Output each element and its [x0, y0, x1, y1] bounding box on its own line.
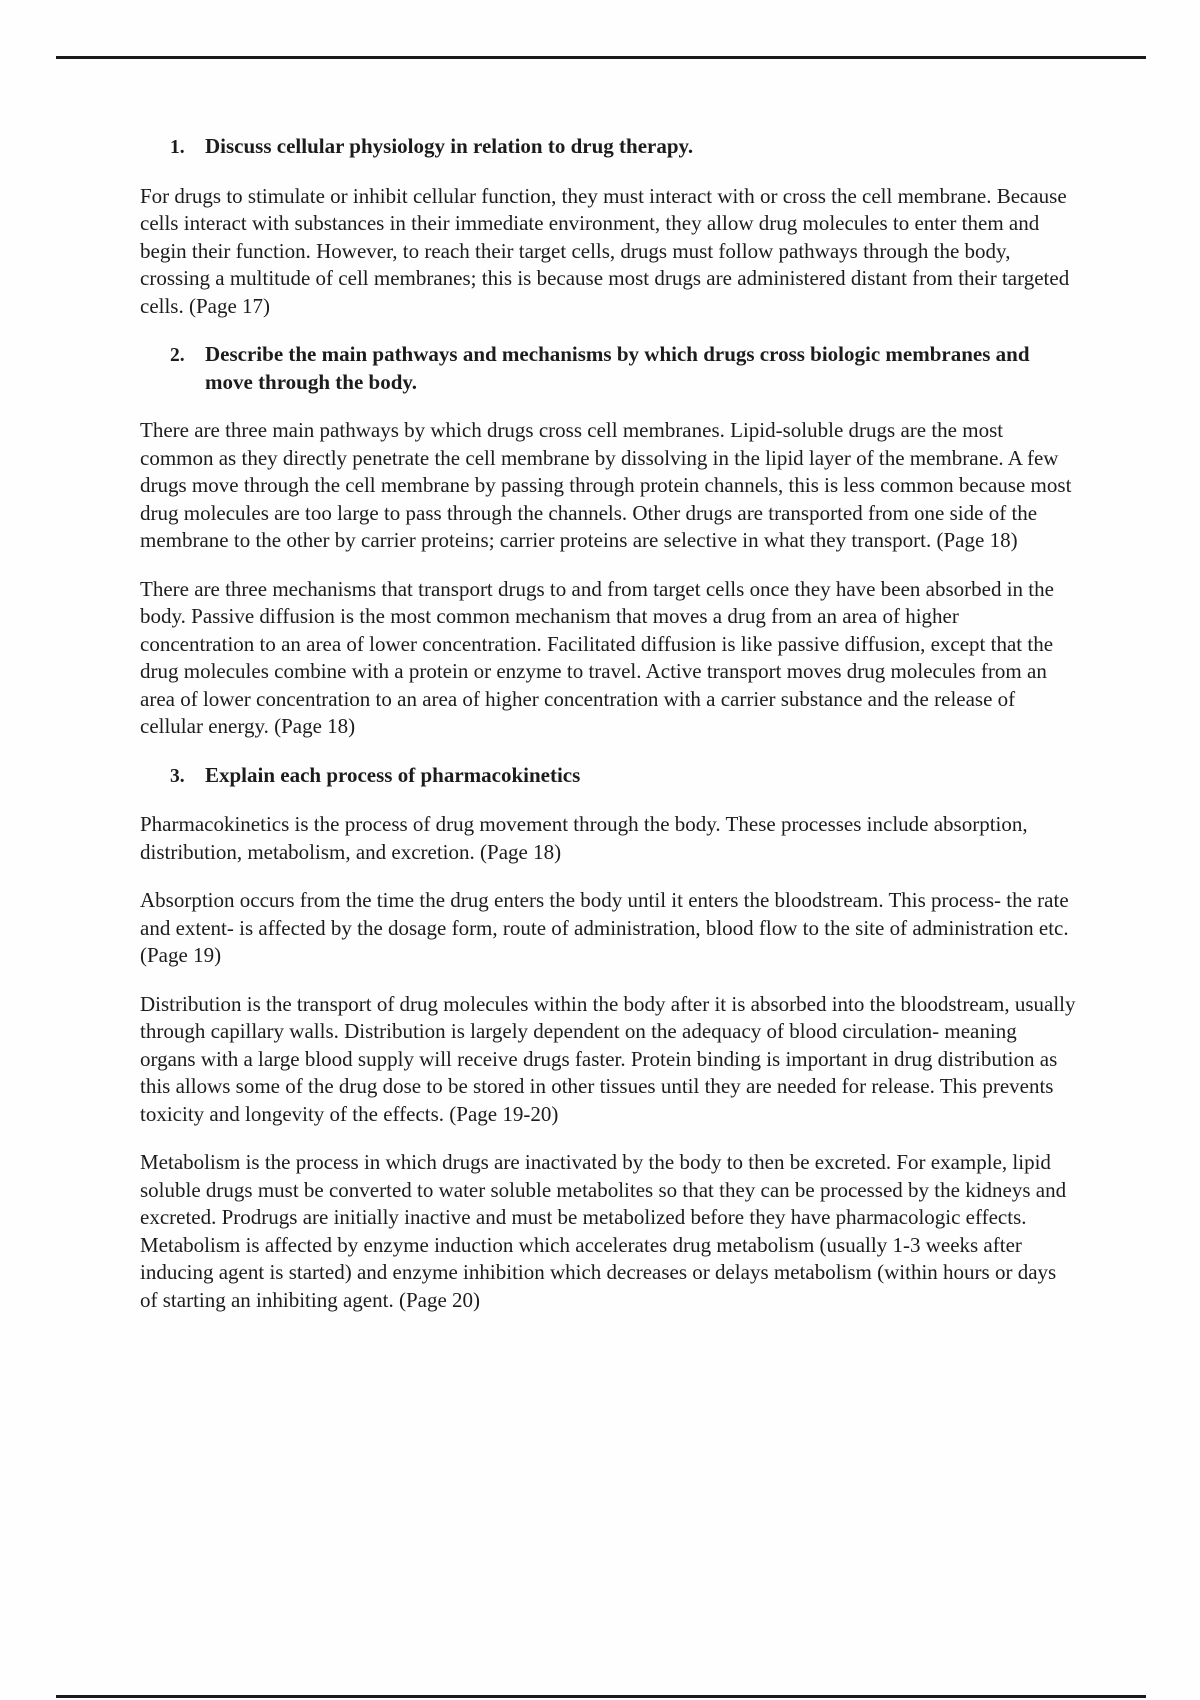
- bottom-horizontal-rule: [56, 1695, 1146, 1698]
- question-heading-3: [140, 762, 1076, 791]
- answer-paragraph-q2-mechanisms: There are three mechanisms that transport drugs to and from target cells once they have been absorbed in the body. Passive diffusion is the most common mechanism that moves a drug from an area of higher concentration to an area of lower concentration. Facilitated diffusion is like passive diffusion, except that the drug molecules combine with a protein or enzyme to travel. Active transport moves drug molecules from an area of lower concentration to an area of higher concentration with a carrier substance and the release of cellular energy. (Page 18): [140, 576, 1054, 738]
- question-number-3: 3.: [170, 765, 185, 787]
- question-heading-2: [140, 341, 1076, 396]
- answer-paragraph-q2-pathways: There are three main pathways by which drugs cross cell membranes. Lipid-soluble drugs are the most common as they directly penetrate the cell membrane by dissolving in the lipid layer of the membrane. A few drugs move through the cell membrane by passing through protein channels, this is less common because most drug molecules are too large to pass through the channels. Other drugs are transported from one side of the membrane to the other by carrier proteins; carrier proteins are selective in what they transport. (Page 18): [140, 418, 1072, 552]
- answer-paragraph-absorption: Absorption occurs from the time the drug enters the body until it enters the bloodstream. This process- the rate and extent- is affected by the dosage form, route of administration, blood flow to the site of administration etc. (Page 19): [140, 888, 1069, 967]
- answer-paragraph-q1: For drugs to stimulate or inhibit cellular function, they must interact with or cross the cell membrane. Because cells interact with substances in their immediate environment, they allow drug molecules to enter them and begin their function. However, to reach their target cells, drugs must follow pathways through the body, crossing a multitude of cell membranes; this is because most drugs are administered distant from their targeted cells. (Page 17): [140, 183, 1070, 318]
- question-text-1: Discuss cellular physiology in relation to drug therapy.: [205, 134, 694, 158]
- question-number-1: 1.: [170, 137, 185, 158]
- question-heading-1: [140, 133, 1076, 162]
- question-text-2: Describe the main pathways and mechanisms by which drugs cross biologic membranes and move through the body.: [205, 342, 1030, 394]
- top-horizontal-rule: [56, 56, 1146, 59]
- question-text-3: Explain each process of pharmacokinetics: [205, 762, 581, 787]
- question-number-2: 2.: [170, 345, 185, 366]
- document-body: [140, 133, 1076, 1335]
- answer-paragraph-pharmacokinetics: Pharmacokinetics is the process of drug movement through the body. These processes include absorption, distribution, metabolism, and excretion. (Page 18): [140, 812, 1028, 864]
- answer-paragraph-distribution: Distribution is the transport of drug molecules within the body after it is absorbed into the bloodstream, usually through capillary walls. Distribution is largely dependent on the adequacy of blood circulation- meaning organs with a large blood supply will receive drugs faster. Protein binding is important in drug distribution as this allows some of the drug dose to be stored in other tissues until they are needed for release. This prevents toxicity and longevity of the effects. (Page 19-20): [140, 991, 1076, 1126]
- answer-paragraph-metabolism: Metabolism is the process in which drugs are inactivated by the body to then be excreted. For example, lipid soluble drugs must be converted to water soluble metabolites so that they can be processed by the kidneys and excreted. Prodrugs are initially inactive and must be metabolized before they have pharmacologic effects. Metabolism is affected by enzyme induction which accelerates drug metabolism (usually 1-3 weeks after inducing agent is started) and enzyme inhibition which decreases or delays metabolism (within hours or days of starting an inhibiting agent. (Page 20): [140, 1150, 1067, 1312]
